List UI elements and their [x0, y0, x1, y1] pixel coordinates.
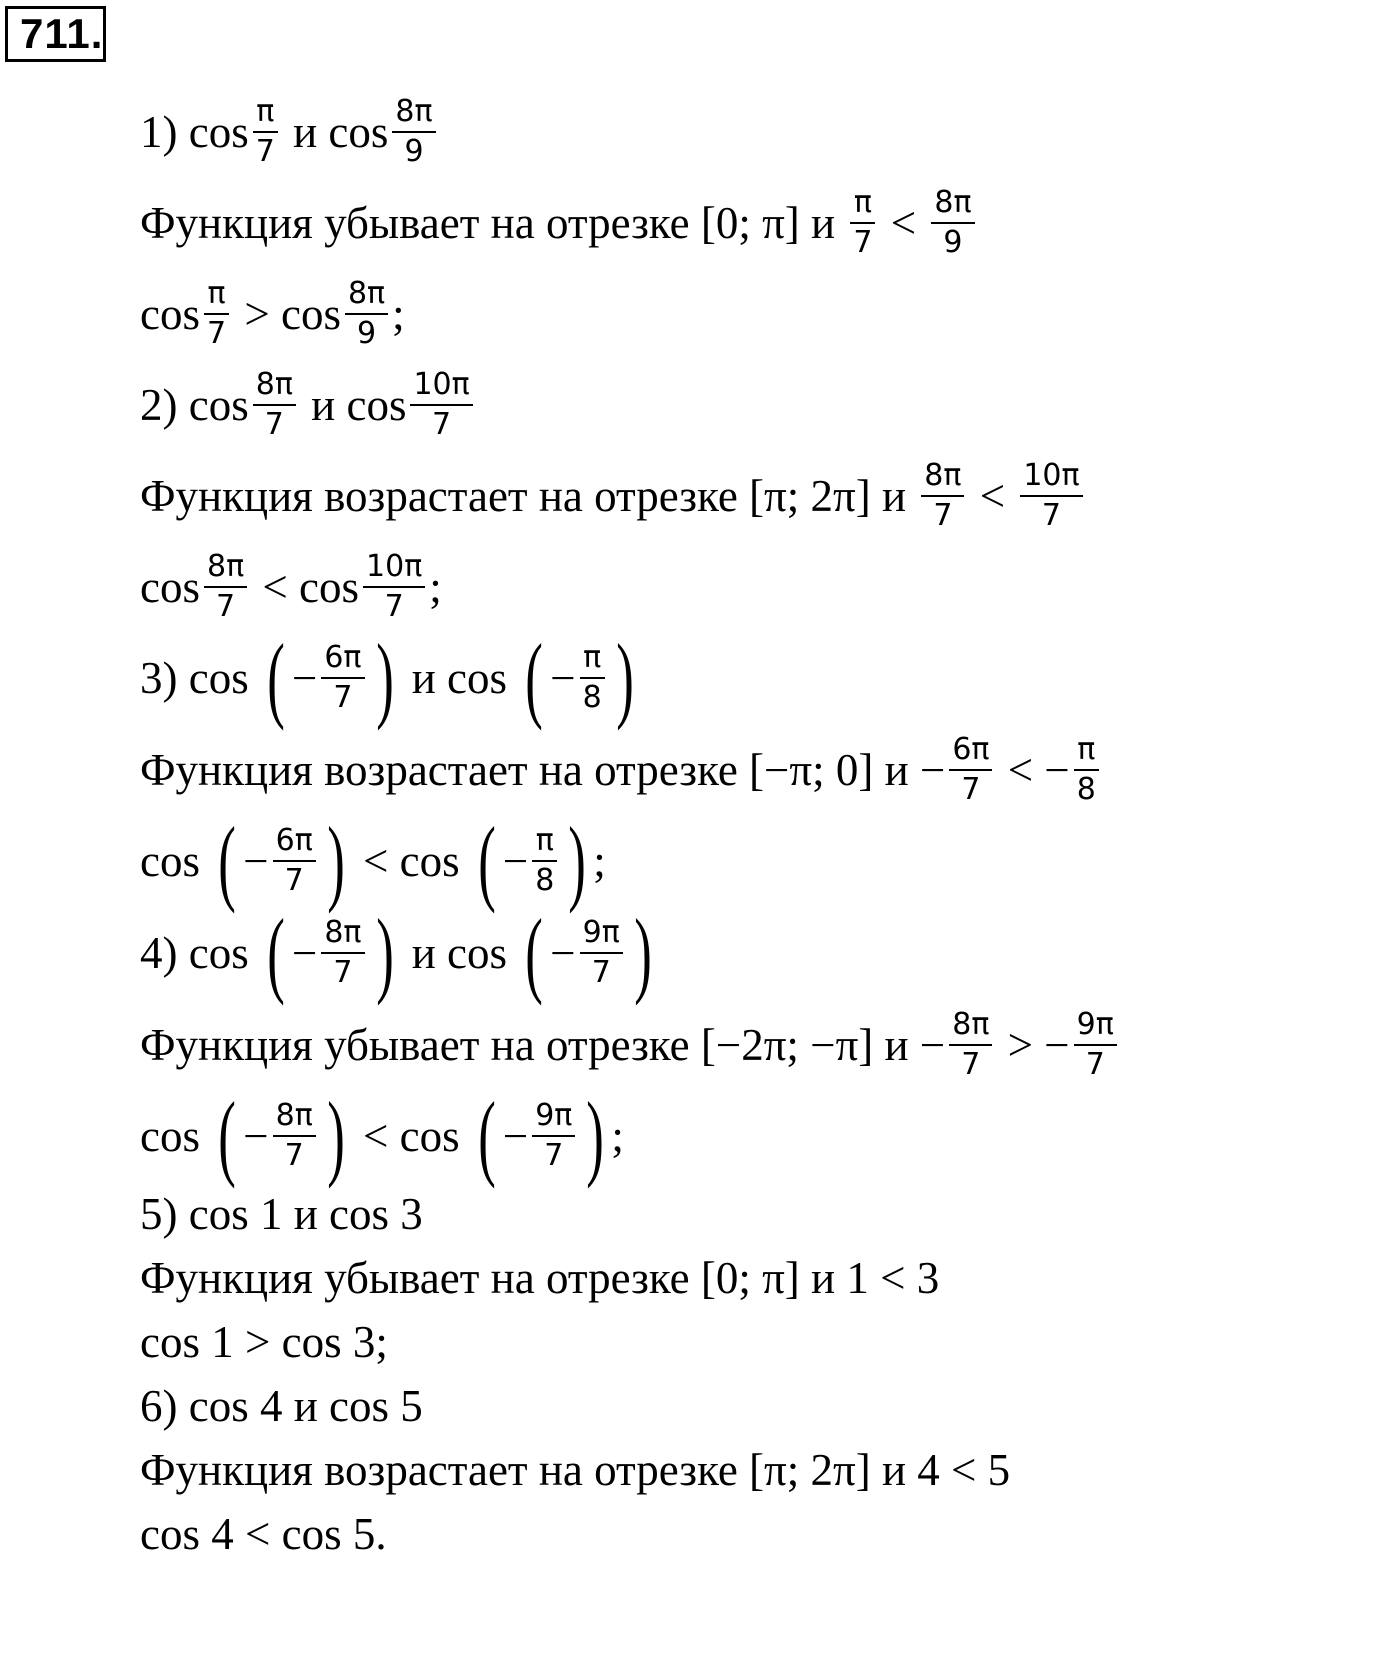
fraction-numerator: 9π [535, 1098, 573, 1133]
parenthesis: ( [525, 899, 544, 1006]
solution-line [140, 1374, 1390, 1438]
fraction-numerator: π [207, 275, 226, 311]
line-text: Функция возрастает на отрезке [π; 2π] и 4 < 5 [140, 1445, 1011, 1495]
fraction-denominator: 9 [943, 224, 963, 260]
solution-line [140, 359, 1390, 450]
line-text: ; [611, 1111, 624, 1161]
fraction [1074, 1006, 1117, 1084]
solution-line [140, 999, 1390, 1090]
line-text: Функция убывает на отрезке [0; π] и [140, 197, 847, 248]
line-text: − [502, 1111, 529, 1161]
line-text: ; [429, 561, 442, 612]
fraction-denominator: 7 [961, 771, 981, 807]
line-text: < cos [351, 836, 471, 886]
line-text: и cos [299, 379, 407, 430]
fraction-numerator: 6π [275, 823, 313, 858]
fraction-numerator: 8π [934, 184, 972, 220]
fraction [253, 366, 296, 444]
line-text: > − [996, 1019, 1070, 1070]
line-text: < cos [251, 561, 360, 612]
fraction-denominator: 9 [357, 315, 377, 351]
line-text: − [291, 653, 318, 703]
fraction [532, 822, 557, 900]
line-text: и cos [400, 653, 519, 703]
solution-line [140, 450, 1390, 541]
fraction-denominator: 7 [333, 955, 353, 990]
fraction-numerator: π [535, 823, 554, 858]
parenthesis: ( [525, 624, 544, 731]
fraction-denominator: 7 [1085, 1046, 1105, 1082]
solution-line [140, 1082, 1390, 1189]
solution-line [140, 807, 1390, 914]
parenthesis: ) [586, 1082, 605, 1189]
line-text: < cos [351, 1111, 471, 1161]
parenthesis: ( [267, 624, 285, 731]
solution-line [140, 899, 1390, 1006]
solution-line [140, 1182, 1390, 1246]
parenthesis: ) [375, 899, 394, 1006]
fraction-denominator: 7 [216, 588, 236, 624]
line-text: cos [140, 288, 200, 339]
parenthesis: ( [478, 807, 496, 914]
fraction-numerator: 6π [324, 640, 362, 675]
fraction [204, 275, 229, 353]
task-number-value: 711 [20, 10, 91, 57]
parenthesis: ) [326, 807, 345, 914]
fraction-denominator: 7 [264, 406, 284, 442]
fraction [273, 822, 316, 900]
fraction-denominator: 9 [404, 133, 424, 169]
fraction-denominator: 7 [591, 955, 611, 990]
fraction-numerator: 9π [1076, 1006, 1114, 1042]
line-text: − [243, 836, 269, 886]
line-text: cos 1 > cos 3; [140, 1317, 388, 1367]
line-text: Функция возрастает на отрезке [−π; 0] и − [140, 744, 946, 795]
fraction-denominator: 7 [284, 1138, 304, 1173]
fraction [921, 457, 964, 535]
fraction [931, 184, 974, 262]
line-text: и cos [281, 106, 389, 157]
fraction-numerator: π [583, 640, 602, 675]
line-text: − [502, 836, 529, 886]
fraction [363, 548, 425, 626]
fraction-numerator: π [1077, 731, 1096, 767]
line-text: − [550, 928, 576, 978]
fraction [204, 548, 247, 626]
fraction-numerator: π [256, 93, 275, 129]
fraction [580, 639, 605, 717]
line-text: > cos [233, 288, 341, 339]
fraction-numerator: 9π [582, 915, 620, 950]
line-text: − [291, 928, 318, 978]
line-text: 4) cos [140, 928, 260, 978]
fraction [580, 914, 623, 992]
line-text: cos [140, 561, 200, 612]
solution-line [140, 724, 1390, 815]
fraction-numerator: 8π [207, 548, 245, 584]
fraction-denominator: 7 [1041, 497, 1062, 533]
fraction [392, 93, 435, 171]
line-text: Функция возрастает на отрезке [π; 2π] и [140, 470, 918, 521]
task-number-suffix: . [90, 10, 104, 57]
fraction-numerator: 8π [395, 93, 433, 129]
fraction-numerator: 10π [366, 548, 423, 584]
parenthesis: ) [326, 1082, 345, 1189]
fraction [949, 1006, 992, 1084]
line-text: 6) cos 4 и cos 5 [140, 1381, 423, 1431]
parenthesis: ( [218, 807, 237, 914]
solution-line [140, 1310, 1390, 1374]
parenthesis: ( [267, 899, 285, 1006]
line-text: Функция убывает на отрезке [0; π] и 1 < 3 [140, 1253, 940, 1303]
fraction [321, 914, 364, 992]
parenthesis: ) [568, 807, 587, 914]
line-text: cos [140, 1111, 212, 1161]
fraction-numerator: 8π [924, 457, 962, 493]
parenthesis: ) [375, 624, 394, 731]
fraction-denominator: 7 [384, 588, 404, 624]
fraction-denominator: 8 [535, 863, 555, 898]
fraction [850, 184, 875, 262]
fraction-denominator: 7 [284, 863, 304, 898]
fraction-denominator: 7 [933, 497, 953, 533]
fraction-numerator: 8π [275, 1098, 313, 1133]
solution-line [140, 1502, 1390, 1566]
fraction-denominator: 7 [544, 1138, 564, 1173]
solution-line [140, 624, 1390, 731]
task-number [5, 6, 106, 62]
solution-body [140, 86, 1390, 1566]
fraction [1020, 457, 1082, 535]
line-text: < − [996, 744, 1070, 795]
solution-line [140, 177, 1390, 268]
line-text: ; [392, 288, 405, 339]
fraction [345, 275, 388, 353]
fraction-numerator: 8π [255, 366, 293, 402]
fraction-numerator: 10π [413, 366, 470, 402]
fraction-denominator: 7 [432, 406, 452, 442]
fraction-numerator: 6π [952, 731, 990, 767]
line-text: 5) cos 1 и cos 3 [140, 1189, 423, 1239]
fraction [949, 731, 992, 809]
fraction [410, 366, 472, 444]
fraction-denominator: 7 [333, 680, 353, 715]
fraction-denominator: 7 [255, 133, 275, 169]
fraction-denominator: 7 [207, 315, 227, 351]
fraction-numerator: 10π [1023, 457, 1080, 493]
fraction [273, 1097, 316, 1175]
fraction-numerator: π [853, 184, 872, 220]
task-number-box [5, 6, 106, 62]
solution-line [140, 86, 1390, 177]
line-text: 3) cos [140, 653, 260, 703]
line-text: cos 4 < cos 5. [140, 1509, 387, 1559]
fraction-denominator: 8 [1076, 771, 1096, 807]
parenthesis: ( [478, 1082, 496, 1189]
fraction-denominator: 8 [582, 680, 602, 715]
solution-line [140, 268, 1390, 359]
line-text: < [968, 470, 1017, 521]
fraction-denominator: 7 [961, 1046, 981, 1082]
fraction-numerator: 8π [952, 1006, 990, 1042]
line-text: < [879, 197, 928, 248]
line-text: и cos [400, 928, 519, 978]
parenthesis: ) [615, 624, 634, 731]
parenthesis: ) [634, 899, 652, 1006]
line-text: 2) cos [140, 379, 249, 430]
line-text: − [550, 653, 576, 703]
fraction [321, 639, 364, 717]
fraction-numerator: 8π [347, 275, 386, 311]
line-text: cos [140, 836, 212, 886]
fraction [253, 93, 278, 171]
solution-line [140, 1246, 1390, 1310]
fraction-denominator: 7 [853, 224, 873, 260]
line-text: Функция убывает на отрезке [−2π; −π] и − [140, 1019, 946, 1070]
line-text: − [243, 1111, 269, 1161]
parenthesis: ( [218, 1082, 237, 1189]
line-text: 1) cos [140, 106, 249, 157]
fraction [1074, 731, 1099, 809]
fraction [532, 1097, 575, 1175]
line-text: ; [593, 836, 606, 886]
solution-line [140, 1438, 1390, 1502]
fraction-numerator: 8π [324, 915, 362, 950]
solution-line [140, 541, 1390, 632]
